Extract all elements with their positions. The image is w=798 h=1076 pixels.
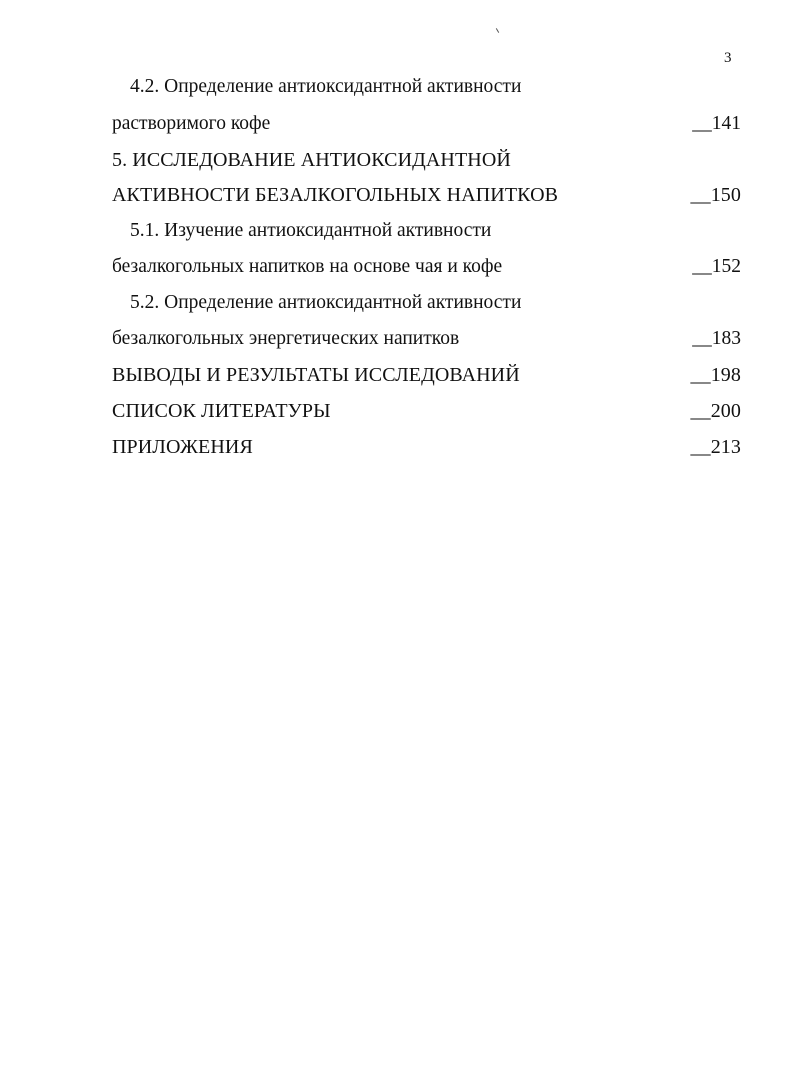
- toc-entry-title: 4.2. Определение антиоксидантной активности: [130, 76, 522, 97]
- stray-mark: [496, 28, 499, 33]
- toc-entry-page: __200: [690, 400, 741, 422]
- toc-entry: [0, 252, 798, 282]
- toc-entry-title: безалкогольных напитков на основе чая и кофе: [112, 256, 503, 277]
- toc-entry: [0, 360, 798, 390]
- toc-entry: [0, 288, 798, 318]
- toc-entry: [0, 72, 798, 102]
- toc-entry-page: __141: [692, 113, 741, 134]
- toc-entry: [0, 145, 798, 175]
- toc-entry-title: растворимого кофе: [112, 113, 271, 134]
- toc-entry: [0, 324, 798, 354]
- toc-entry-title: ВЫВОДЫ И РЕЗУЛЬТАТЫ ИССЛЕДОВАНИЙ: [112, 364, 520, 386]
- toc-entry-page: __152: [692, 256, 741, 277]
- toc-entry: [0, 396, 798, 426]
- toc-entry-page: __198: [690, 364, 741, 386]
- page-number: 3: [724, 50, 732, 66]
- toc-entry: [0, 432, 798, 462]
- toc-entry-page: __213: [690, 436, 741, 458]
- toc-entry-title: безалкогольных энергетических напитков: [112, 328, 460, 349]
- toc-entry-title: АКТИВНОСТИ БЕЗАЛКОГОЛЬНЫХ НАПИТКОВ: [112, 184, 559, 206]
- toc-entry-title: 5.2. Определение антиоксидантной активности: [130, 292, 522, 313]
- toc-entry-page: __150: [690, 184, 741, 206]
- toc-entry-page: __183: [692, 328, 741, 349]
- toc-entry-title: 5.1. Изучение антиоксидантной активности: [130, 220, 492, 241]
- toc-entry: [0, 216, 798, 246]
- toc-entry: [0, 109, 798, 139]
- toc-entry-title: ПРИЛОЖЕНИЯ: [112, 436, 253, 458]
- toc-entry-title: СПИСОК ЛИТЕРАТУРЫ: [112, 400, 331, 422]
- toc-entry-title: 5. ИССЛЕДОВАНИЕ АНТИОКСИДАНТНОЙ: [112, 149, 511, 171]
- toc-entry: [0, 180, 798, 210]
